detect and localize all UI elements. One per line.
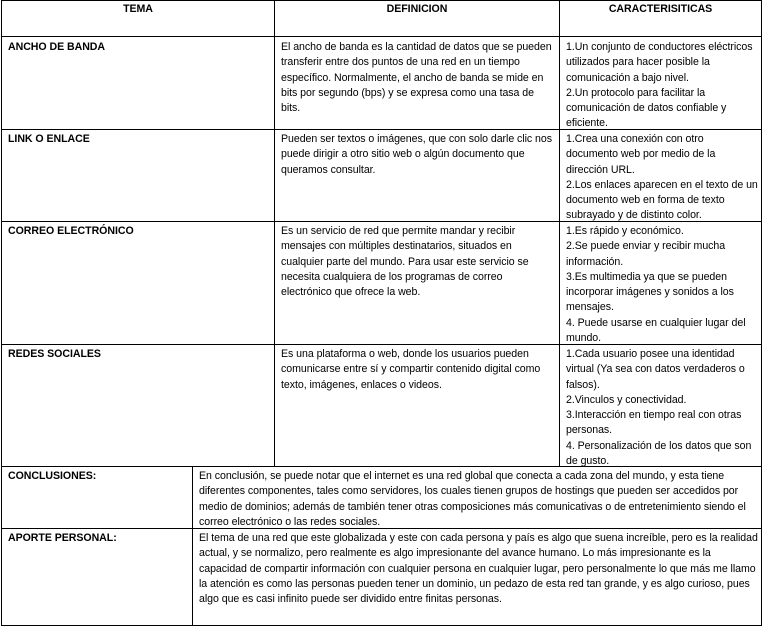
caracteristica-item: 2.Un protocolo para facilitar la comunicación de datos confiable y eficiente. [566,86,727,130]
header-tema: TEMA [123,3,153,15]
table-border [559,0,560,467]
header-definicion: DEFINICION [386,3,448,15]
row-tema-redes-sociales: REDES SOCIALES [8,348,101,360]
table-border [192,466,193,626]
table-border [1,36,762,37]
table-border [761,0,762,626]
caracteristica-item: 1.Es rápido y económico. [566,225,684,237]
table-border [274,0,275,467]
caracteristica-item: 1.Crea una conexión con otro documento web por medio de la dirección URL. [566,133,716,176]
caracteristica-item: 3.Interacción en tiempo real con otras personas. [566,409,742,437]
caracteristica-item: 4. Personalización de los datos que son de gusto. [566,439,752,468]
row-definicion-correo-electronico: Es un servicio de red que permite mandar y recibir mensajes con múltiples destinatarios, situados en cualquier parte del mundo. Para usar este servicio se necesita cualquiera de los programas de correo electrónico que ofrece la web. [281,225,529,299]
row-tema-correo-electronico: CORREO ELECTRÓNICO [8,225,134,237]
table-border [1,0,2,626]
aporte-personal-text: El tema de una red que este globalizada y este con cada persona y país es algo que suena increíble, pero es la realidad actual, y se normalizo, pero realmente es algo impresionante del avance humano. Lo más impresionante es la capacidad de compartir información con cualquier persona en cualquier lugar, pero personalmente lo que más me llamo la atención es como las personas pueden tener un dominio, un pedazo de esta red tan grande, y es algo curioso, pues algo que es casi infinito puede ser dividido entre finitas personas. [199,532,758,606]
row-definicion-redes-sociales: Es una plataforma o web, donde los usuarios pueden comunicarse entre sí y compartir contenido digital como texto, imágenes, enlaces o videos. [281,348,541,391]
row-caracteristicas-redes-sociales [566,347,758,469]
caracteristica-item: 1.Un conjunto de conductores eléctricos utilizados para hacer posible la comunicación a bajo nivel. [566,41,753,84]
caracteristica-item: 4. Puede usarse en cualquier lugar del mundo. [566,316,746,345]
caracteristica-item: 3.Es multimedia ya que se pueden incorporar imágenes y sonidos a los mensajes. [566,270,734,314]
table-border [1,0,762,1]
caracteristica-item: 2.Los enlaces aparecen en el texto de un documento web en forma de texto subrayado y de distinto color. [566,178,758,222]
row-caracteristicas-ancho-de-banda [566,40,758,132]
row-tema-link-o-enlace: LINK O ENLACE [8,133,90,145]
caracteristica-item: 2.Vinculos y conectividad. [566,393,687,406]
header-caracteristicas: CARACTERISITICAS [608,3,713,15]
row-caracteristicas-correo-electronico [566,224,758,346]
row-caracteristicas-link-o-enlace [566,132,758,224]
caracteristica-item: 1.Cada usuario posee una identidad virtual (Ya sea con datos verdaderos o falsos). [566,348,745,391]
caracteristica-item: 2.Se puede enviar y recibir mucha información. [566,240,726,268]
conclusiones-label: CONCLUSIONES: [8,470,97,482]
row-definicion-link-o-enlace: Pueden ser textos o imágenes, que con solo darle clic nos puede dirigir a otro sitio web o algún documento que queramos consultar. [281,133,552,176]
row-tema-ancho-de-banda: ANCHO DE BANDA [8,41,105,53]
row-definicion-ancho-de-banda: El ancho de banda es la cantidad de datos que se pueden transferir entre dos puntos de una red en un tiempo específico. Normalmente, el ancho de banda se mide en bits por segundo (bps) y se expresa como una tasa de bits. [281,41,552,115]
conclusiones-text: En conclusión, se puede notar que el internet es una red global que conecta a cada zona del mundo, y esta tiene diferentes componentes, tales como servidores, los cuales tienen grupos de hostings que pueden ser accedidos por medio de dominios; además de también tener otras composiciones más comunicativas o de entretenimiento siendo el correo electrónico o las redes sociales. [199,470,746,528]
aporte-personal-label: APORTE PERSONAL: [8,532,117,544]
